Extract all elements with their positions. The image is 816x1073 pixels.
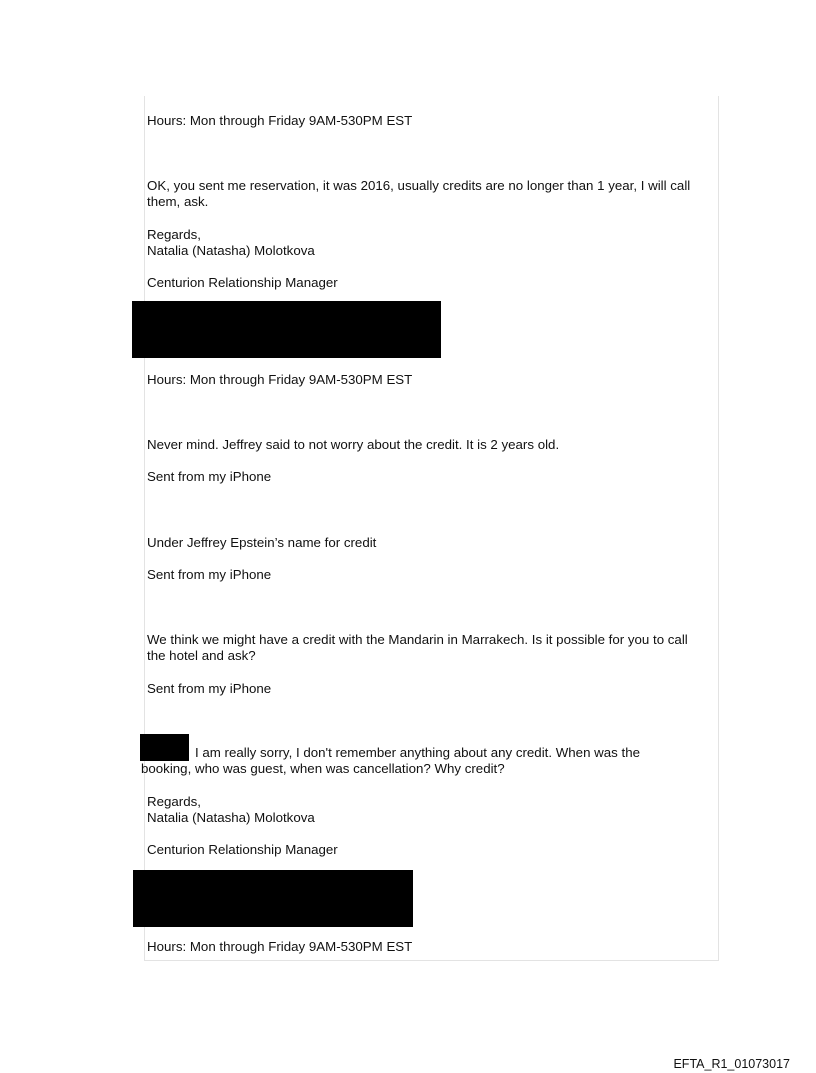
message-1-text: OK, you sent me reservation, it was 2016, usually credits are no longer than 1 year, I will call them, ask.	[147, 178, 691, 209]
message-2-text: Never mind. Jeffrey said to not worry about the credit. It is 2 years old.	[147, 437, 560, 452]
message-2-sent-from: Sent from my iPhone	[147, 469, 272, 484]
message-3-text: Under Jeffrey Epstein’s name for credit	[147, 535, 377, 550]
message-1-signature-name: Natalia (Natasha) Molotkova	[147, 243, 315, 258]
message-1-signature-title: Centurion Relationship Manager	[147, 275, 338, 290]
redaction-block-3	[133, 870, 413, 927]
message-4-text: We think we might have a credit with the Mandarin in Marrakech. Is it possible for you to call the hotel and ask?	[147, 632, 688, 663]
redaction-block-1	[132, 301, 441, 358]
message-4-sent-from: Sent from my iPhone	[147, 681, 272, 696]
hours-line-1: Hours: Mon through Friday 9AM-530PM EST	[147, 113, 413, 128]
message-5-signature-name: Natalia (Natasha) Molotkova	[147, 810, 315, 825]
message-3-sent-from: Sent from my iPhone	[147, 567, 272, 582]
email-thread-frame	[144, 96, 719, 961]
redaction-block-2	[140, 734, 189, 761]
message-5-text-line-1: I am really sorry, I don't remember anything about any credit. When was the	[195, 745, 640, 760]
hours-line-2: Hours: Mon through Friday 9AM-530PM EST	[147, 372, 413, 387]
message-1-regards: Regards,	[147, 227, 201, 242]
message-5-regards: Regards,	[147, 794, 201, 809]
message-5-text-line-2: booking, who was guest, when was cancellation? Why credit?	[141, 761, 505, 776]
document-id-footer: EFTA_R1_01073017	[673, 1057, 790, 1071]
hours-line-3: Hours: Mon through Friday 9AM-530PM EST	[147, 939, 413, 954]
message-5-signature-title: Centurion Relationship Manager	[147, 842, 338, 857]
